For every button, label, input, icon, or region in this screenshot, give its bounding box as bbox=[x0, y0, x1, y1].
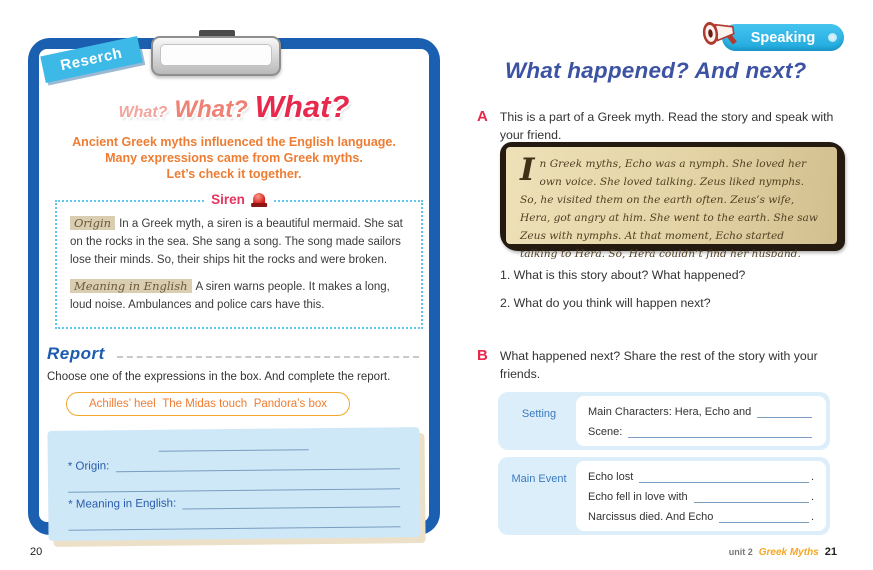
section-a bbox=[477, 108, 849, 144]
main-event-line-1-blank bbox=[639, 471, 809, 483]
main-event-line-3-blank bbox=[719, 511, 809, 523]
main-event-content bbox=[576, 461, 826, 531]
siren-light-icon bbox=[251, 193, 267, 207]
main-event-line-3 bbox=[588, 511, 814, 523]
research-tag: Reserch bbox=[40, 36, 142, 83]
main-event-line-2 bbox=[588, 491, 814, 503]
setting-label: Setting bbox=[521, 408, 557, 420]
origin-blank-line-2 bbox=[68, 473, 400, 492]
book-title: Greek Myths bbox=[758, 547, 819, 558]
main-event-line-1-suffix: . bbox=[810, 471, 814, 483]
expression-choice-box bbox=[66, 392, 350, 416]
story-drop-cap: I bbox=[520, 152, 535, 188]
origin-label: Origin bbox=[70, 216, 115, 230]
origin-field-label: * Origin: bbox=[67, 460, 110, 473]
origin-field bbox=[68, 457, 400, 472]
intro-text bbox=[39, 134, 429, 182]
setting-line-2-blank bbox=[628, 426, 812, 438]
origin-text: In a Greek myth, a siren is a beautiful mermaid. She sat on the rocks in the sea. She sang a song. The song made sailors lose their minds. So, their ships hit the rocks and were broken. bbox=[70, 218, 403, 266]
main-event-line-3-suffix: . bbox=[810, 511, 814, 523]
meaning-text: A siren warns people. It makes a long, loud noise. Ambulances and police cars have this. bbox=[70, 281, 390, 312]
question-1: 1. What is this story about? What happened? bbox=[500, 268, 746, 282]
clipboard-paper bbox=[39, 49, 429, 522]
clipboard-clip bbox=[151, 30, 281, 76]
siren-info-box bbox=[55, 192, 423, 329]
setting-line-1 bbox=[588, 406, 814, 418]
setting-line-2 bbox=[588, 426, 814, 438]
report-instruction: Choose one of the expressions in the box. And complete the report. bbox=[47, 371, 391, 384]
clip-frame bbox=[151, 36, 281, 76]
section-b-text: What happened next? Share the rest of the story with your friends. bbox=[499, 349, 818, 381]
meaning-blank-line-2 bbox=[68, 511, 400, 530]
main-event-line-1-text: Echo lost bbox=[588, 471, 634, 483]
story-parchment bbox=[500, 142, 845, 260]
main-event-line-2-suffix: . bbox=[810, 491, 814, 503]
section-a-text: This is a part of a Greek myth. Read the story and speak with your friend. bbox=[499, 110, 834, 142]
meaning-paragraph bbox=[70, 278, 408, 315]
table-row-main-event bbox=[498, 457, 830, 535]
right-page-number: 21 bbox=[824, 546, 837, 558]
title-word-1: What? bbox=[118, 104, 168, 121]
megaphone-icon bbox=[700, 17, 743, 57]
title-word-3: What? bbox=[254, 89, 350, 124]
report-note bbox=[47, 427, 420, 541]
origin-blank-line bbox=[115, 457, 400, 472]
siren-heading bbox=[204, 192, 274, 207]
meaning-field-label: * Meaning in English: bbox=[68, 497, 177, 511]
page-title bbox=[39, 89, 429, 125]
expression-pandora: Pandora’s box bbox=[253, 398, 327, 411]
intro-line-2: Many expressions came from Greek myths. bbox=[105, 151, 363, 165]
intro-line-1: Ancient Greek myths influenced the English language. bbox=[72, 135, 396, 149]
main-event-line-1 bbox=[588, 471, 814, 483]
section-a-label: A bbox=[477, 108, 488, 125]
meaning-blank-line bbox=[182, 495, 400, 509]
clipboard-page bbox=[28, 38, 440, 535]
setting-content bbox=[576, 396, 826, 446]
intro-line-3: Let’s check it together. bbox=[166, 167, 302, 181]
main-event-label: Main Event bbox=[511, 473, 567, 485]
speaking-tab-label: Speaking bbox=[750, 29, 816, 46]
story-text: n Greek myths, Echo was a nymph. She loved her own voice. She loved talking. Zeus liked nymphs. So, he visited them on the earth often. Zeus’s wife, Hera, got angry at him. She went to the earth. She saw Zeus with nymphs. At that moment, Echo started talking to Hera. So, Hera couldn’t find her husband. bbox=[520, 158, 818, 260]
expression-achilles: Achilles’ heel bbox=[89, 398, 156, 411]
expression-midas: The Midas touch bbox=[162, 398, 248, 411]
tab-dot-icon bbox=[828, 33, 837, 42]
question-2: 2. What do you think will happen next? bbox=[500, 296, 711, 310]
right-page-footer bbox=[729, 546, 837, 558]
left-page-number: 20 bbox=[30, 546, 43, 558]
setting-line-1-text: Main Characters: Hera, Echo and bbox=[588, 406, 752, 418]
main-event-line-3-text: Narcissus died. And Echo bbox=[588, 511, 714, 523]
table-row-setting bbox=[498, 392, 830, 450]
title-word-2: What? bbox=[174, 96, 248, 123]
right-page-title: What happened? And next? bbox=[505, 58, 807, 83]
main-event-line-2-blank bbox=[694, 491, 809, 503]
meaning-label: Meaning in English bbox=[70, 279, 192, 293]
siren-label: Siren bbox=[211, 192, 245, 207]
title-blank-line bbox=[159, 440, 309, 452]
story-text-area bbox=[506, 147, 837, 260]
story-table bbox=[498, 392, 830, 535]
main-event-line-2-text: Echo fell in love with bbox=[588, 491, 688, 503]
setting-line-2-text: Scene: bbox=[588, 426, 623, 438]
dashed-rule bbox=[117, 356, 419, 358]
setting-line-1-blank bbox=[757, 406, 812, 418]
report-heading-row bbox=[47, 344, 419, 364]
section-b bbox=[477, 347, 849, 383]
unit-label: unit 2 bbox=[728, 547, 753, 557]
section-b-label: B bbox=[477, 347, 488, 364]
clip-inner bbox=[160, 44, 272, 66]
report-heading: Report bbox=[47, 344, 105, 364]
meaning-field bbox=[68, 495, 400, 510]
origin-paragraph bbox=[70, 215, 408, 269]
